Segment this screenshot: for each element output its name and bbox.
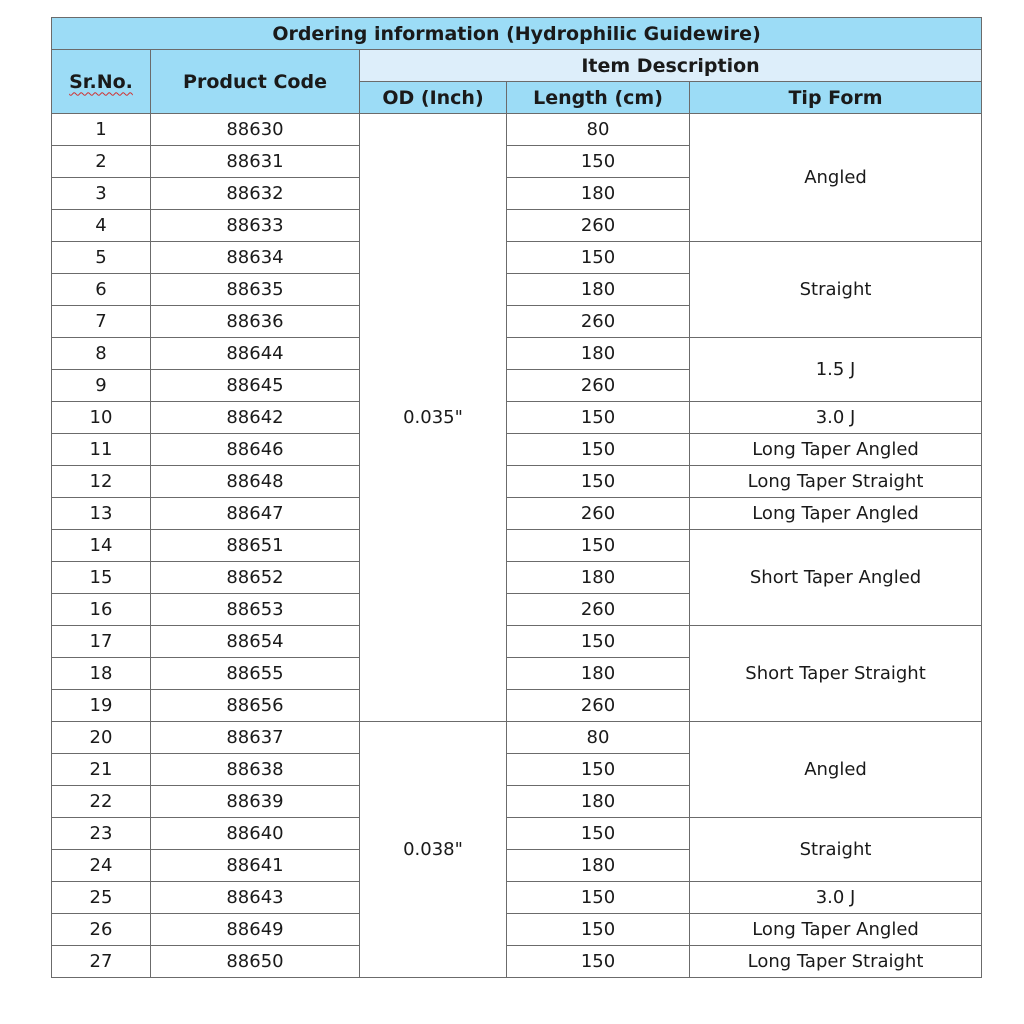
length-cell: 150 [507,402,690,434]
header-length: Length (cm) [507,82,690,114]
sr-no-cell: 27 [52,946,151,978]
sr-no-cell: 14 [52,530,151,562]
ordering-table [51,17,982,978]
length-cell: 260 [507,210,690,242]
sr-no-cell: 3 [52,178,151,210]
sr-no-cell: 21 [52,754,151,786]
table-row [52,818,982,850]
product-code-cell: 88630 [151,114,360,146]
table-row [52,946,982,978]
table-body [52,114,982,978]
tip-form-cell: Long Taper Angled [690,434,982,466]
tip-form-cell: Long Taper Angled [690,914,982,946]
length-cell: 180 [507,658,690,690]
tip-form-cell: Straight [690,818,982,882]
length-cell: 150 [507,530,690,562]
product-code-cell: 88632 [151,178,360,210]
length-cell: 150 [507,818,690,850]
length-cell: 260 [507,370,690,402]
sr-no-cell: 25 [52,882,151,914]
length-cell: 80 [507,114,690,146]
length-cell: 150 [507,146,690,178]
sr-no-cell: 10 [52,402,151,434]
product-code-cell: 88633 [151,210,360,242]
tip-form-cell: Short Taper Straight [690,626,982,722]
product-code-cell: 88646 [151,434,360,466]
table-title: Ordering information (Hydrophilic Guidewire) [52,18,982,50]
tip-form-cell: Long Taper Straight [690,466,982,498]
tip-form-cell: 1.5 J [690,338,982,402]
sr-no-cell: 18 [52,658,151,690]
tip-form-cell: Angled [690,114,982,242]
length-cell: 180 [507,850,690,882]
sr-no-cell: 1 [52,114,151,146]
table-row [52,466,982,498]
product-code-cell: 88637 [151,722,360,754]
table-row [52,722,982,754]
length-cell: 180 [507,562,690,594]
sr-no-cell: 11 [52,434,151,466]
header-sr-no: Sr.No. [52,50,151,114]
product-code-cell: 88655 [151,658,360,690]
length-cell: 260 [507,594,690,626]
length-cell: 180 [507,178,690,210]
sr-no-cell: 7 [52,306,151,338]
product-code-cell: 88654 [151,626,360,658]
length-cell: 150 [507,754,690,786]
table-row [52,114,982,146]
table-row [52,402,982,434]
product-code-cell: 88638 [151,754,360,786]
tip-form-cell: Long Taper Angled [690,498,982,530]
sr-no-cell: 6 [52,274,151,306]
sr-no-cell: 4 [52,210,151,242]
length-cell: 180 [507,786,690,818]
sr-no-cell: 17 [52,626,151,658]
product-code-cell: 88640 [151,818,360,850]
product-code-cell: 88643 [151,882,360,914]
tip-form-cell: 3.0 J [690,882,982,914]
product-code-cell: 88635 [151,274,360,306]
sr-no-cell: 15 [52,562,151,594]
tip-form-cell: Straight [690,242,982,338]
length-cell: 150 [507,626,690,658]
table-row [52,498,982,530]
sr-no-cell: 12 [52,466,151,498]
table-row [52,434,982,466]
product-code-cell: 88652 [151,562,360,594]
product-code-cell: 88648 [151,466,360,498]
length-cell: 150 [507,242,690,274]
tip-form-cell: Angled [690,722,982,818]
sr-no-cell: 9 [52,370,151,402]
product-code-cell: 88636 [151,306,360,338]
length-cell: 260 [507,690,690,722]
header-tip-form: Tip Form [690,82,982,114]
table-row [52,242,982,274]
tip-form-cell: 3.0 J [690,402,982,434]
product-code-cell: 88644 [151,338,360,370]
length-cell: 150 [507,434,690,466]
product-code-cell: 88631 [151,146,360,178]
product-code-cell: 88653 [151,594,360,626]
product-code-cell: 88647 [151,498,360,530]
length-cell: 260 [507,306,690,338]
od-cell: 0.035" [360,114,507,722]
sr-no-cell: 2 [52,146,151,178]
table-row [52,626,982,658]
length-cell: 260 [507,498,690,530]
length-cell: 180 [507,338,690,370]
sr-no-cell: 8 [52,338,151,370]
header-product-code: Product Code [151,50,360,114]
tip-form-cell: Long Taper Straight [690,946,982,978]
header-od: OD (Inch) [360,82,507,114]
product-code-cell: 88642 [151,402,360,434]
sr-no-cell: 5 [52,242,151,274]
sr-no-cell: 23 [52,818,151,850]
sr-no-cell: 26 [52,914,151,946]
product-code-cell: 88634 [151,242,360,274]
length-cell: 150 [507,946,690,978]
product-code-cell: 88639 [151,786,360,818]
table-row [52,338,982,370]
sr-no-cell: 24 [52,850,151,882]
length-cell: 150 [507,466,690,498]
sr-no-cell: 16 [52,594,151,626]
product-code-cell: 88656 [151,690,360,722]
product-code-cell: 88650 [151,946,360,978]
product-code-cell: 88651 [151,530,360,562]
product-code-cell: 88641 [151,850,360,882]
length-cell: 150 [507,882,690,914]
tip-form-cell: Short Taper Angled [690,530,982,626]
length-cell: 180 [507,274,690,306]
product-code-cell: 88645 [151,370,360,402]
sr-no-cell: 20 [52,722,151,754]
header-item-description: Item Description [360,50,982,82]
sr-no-cell: 13 [52,498,151,530]
length-cell: 150 [507,914,690,946]
length-cell: 80 [507,722,690,754]
sr-no-cell: 22 [52,786,151,818]
product-code-cell: 88649 [151,914,360,946]
table-row [52,914,982,946]
sr-no-cell: 19 [52,690,151,722]
table-row [52,882,982,914]
od-cell: 0.038" [360,722,507,978]
table-row [52,530,982,562]
